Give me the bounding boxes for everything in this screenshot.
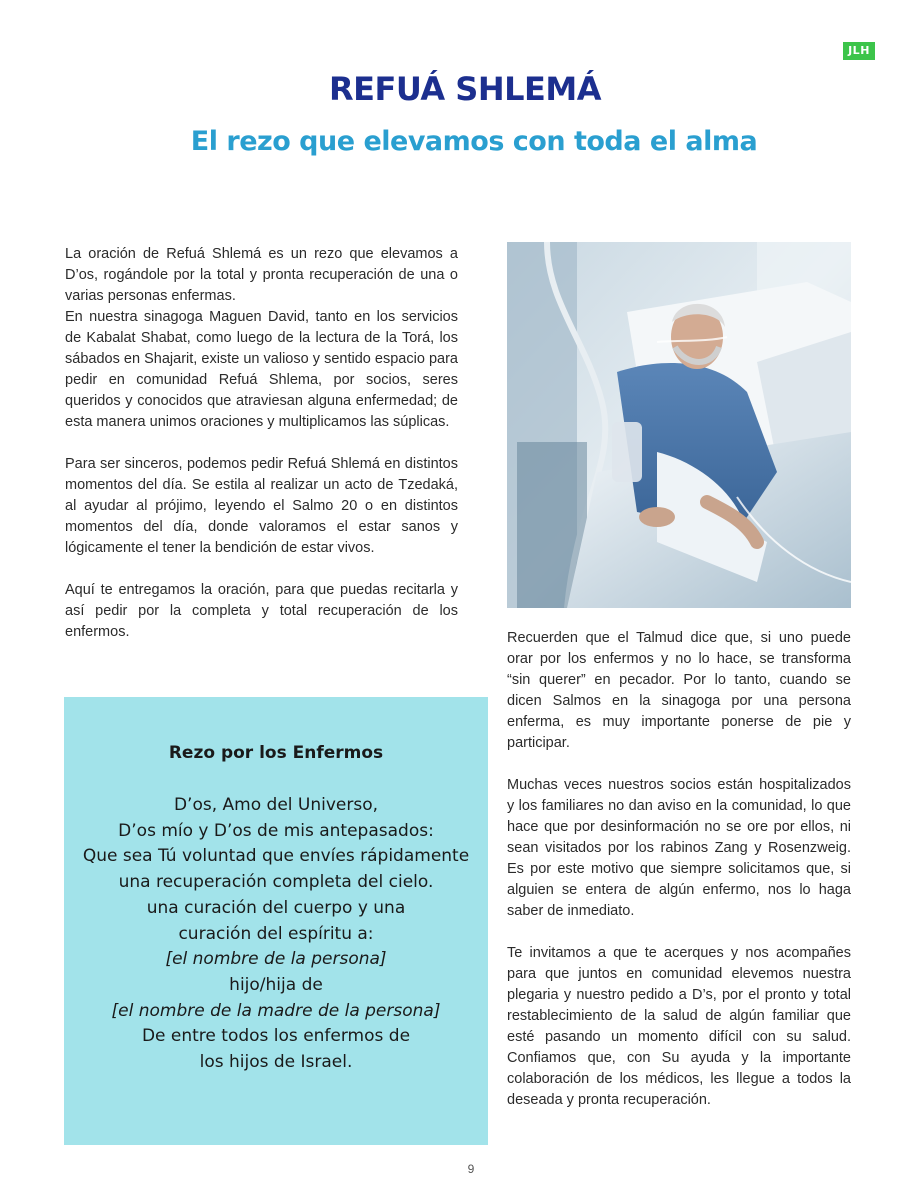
prayer-line-placeholder: [el nombre de la persona] [165,949,387,970]
paragraph-sentence: La oración de Refuá Shlemá es un rezo que elevamos a D’os, rogándole por la total y pronta recuperación de una o varias personas enfermas. [65,246,458,304]
prayer-line: hijo/hija de [229,974,323,995]
prayer-line: una curación del cuerpo y una [146,897,406,918]
paragraph: Aquí te entregamos la oración, para que puedas recitarla y así pedir por la completa y total recuperación de los enfermos. [65,582,458,640]
prayer-line: D’os, Amo del Universo, [173,795,379,815]
hospital-patient-photo [507,242,851,608]
left-column-text [65,244,458,643]
prayer-text [64,793,488,1076]
prayer-line: D’os mío y D’os de mis antepasados: [118,820,434,841]
prayer-line: De entre todos los enfermos de [141,1026,411,1047]
paragraph-sentence: En nuestra sinagoga Maguen David, tanto en los servicios de Kabalat Shabat, como luego de la lectura de la Torá, los sábados en Shajarit, existe un valioso y sentido espacio para pedir en comunidad Refuá Shlema, por socios, seres queridos y conocidos que atraviesan alguna enfermedad; de esta manera unimos oraciones y multiplicamos las súplicas. [65,309,458,430]
right-column-text [507,628,851,1111]
prayer-line-placeholder: [el nombre de la madre de la persona] [111,1000,441,1021]
prayer-line: curación del espíritu a: [178,923,374,944]
page-title: REFUÁ SHLEMÁ [329,70,601,108]
patient-illustration [507,242,851,608]
paragraph: Para ser sinceros, podemos pedir Refuá Shlemá en distintos momentos del día. Se estila al realizar un acto de Tzedaká, al ayudar al prójimo, leyendo el Salmo 20 o en distintos momentos del día, donde valoramos el estar sanos y lógicamente el tener la bendición de estar vivos. [65,456,458,556]
page-number: 9 [467,1162,475,1176]
prayer-box [64,697,488,1145]
prayer-line: Que sea Tú voluntad que envíes rápidamente [82,846,470,867]
prayer-line: una recuperación completa del cielo. [118,872,434,893]
prayer-line: los hijos de Israel. [199,1052,353,1073]
paragraph [65,244,458,433]
prayer-heading: Rezo por los Enfermos [168,743,384,763]
page-subtitle: El rezo que elevamos con toda el alma [190,126,758,157]
paragraph: Recuerden que el Talmud dice que, si uno puede orar por los enfermos y no lo hace, se transforma “sin querer” en pecador. Por lo tanto, cuando se dicen Salmos en la sinagoga por una persona enferma, es muy importante ponerse de pie y participar. [507,630,851,751]
paragraph: Muchas veces nuestros socios están hospitalizados y los familiares no dan aviso en la comunidad, lo que hace que por desinformación no se ore por ellos, ni sean visitados por los rabinos Zang y Rosenzweig. Es por este motivo que siempre solicitamos que, si alguien se entera de algún enfermo, nos lo haga saber de inmediato. [507,777,851,919]
publication-logo: JLH [843,42,875,60]
paragraph: Te invitamos a que te acerques y nos acompañes para que juntos en comunidad elevemos nuestra plegaria y nuestro pedido a D’s, por el pronto y total restablecimiento de la salud de algún familiar que esté pasando un momento difícil con su salud. Confiamos que, con Su ayuda y la importante colaboración de los médicos, les llegue a todos la deseada y pronta recuperación. [507,945,851,1108]
